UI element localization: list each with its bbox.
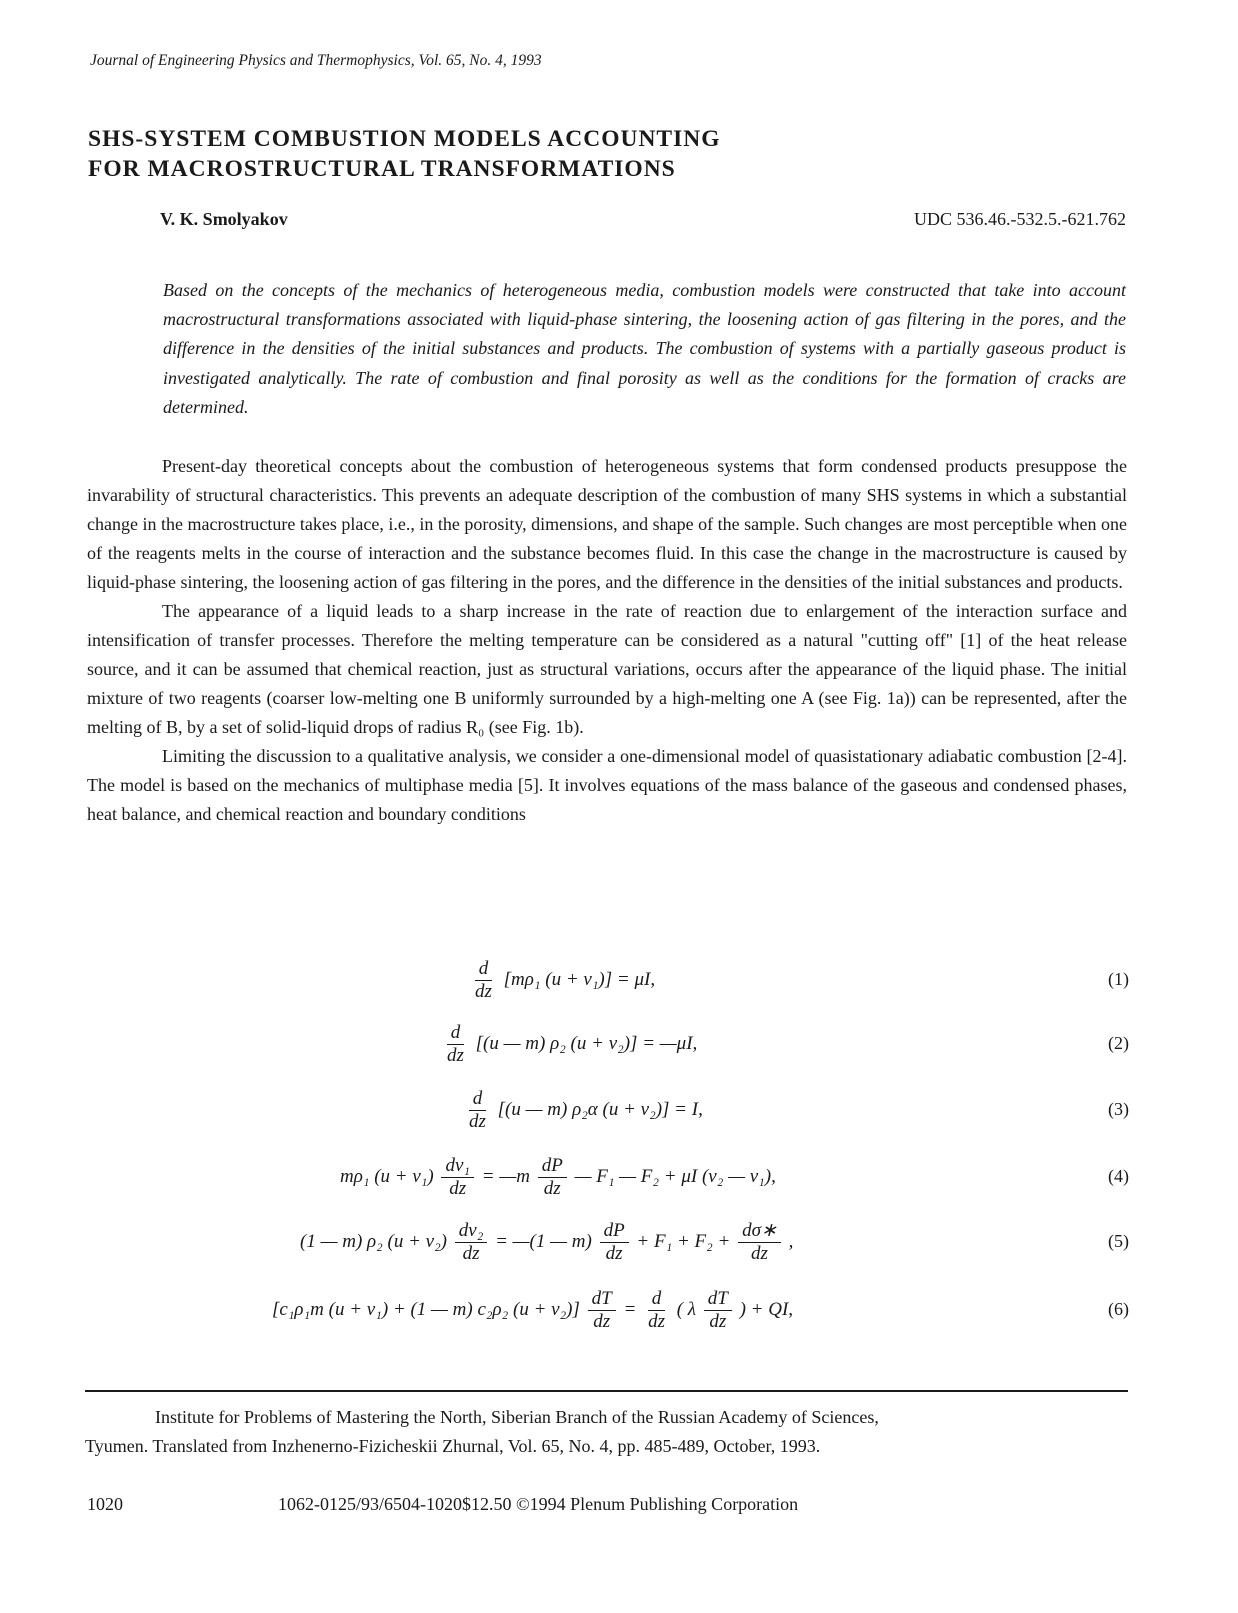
author: V. K. Smolyakov: [160, 209, 288, 229]
footnote-divider: [85, 1390, 1128, 1392]
title-line-1: SHS-SYSTEM COMBUSTION MODELS ACCOUNTING: [88, 126, 721, 152]
copyright-line: 1062-0125/93/6504-1020$12.50 ©1994 Plenum Publishing Corporation: [278, 1494, 799, 1514]
paragraph: Limiting the discussion to a qualitative analysis, we consider a one-dimensional model of quasistationary adiabatic combustion [2-4]. The model is based on the mechanics of multiphase media [5]. It involves equations of the mass balance of the gaseous and condensed phases, heat balance, and chemical reaction and boundary conditions: [87, 746, 1127, 824]
footnote-line-1: Institute for Problems of Mastering the North, Siberian Branch of the Russian Academy of Sciences,: [155, 1407, 879, 1427]
body-text: [87, 452, 1127, 829]
footnote-line-2: Tyumen. Translated from Inzhenerno-Fizicheskii Zhurnal, Vol. 65, No. 4, pp. 485-489, October, 1993.: [85, 1436, 821, 1456]
abstract: Based on the concepts of the mechanics of heterogeneous media, combustion models were constructed that take into account macrostructural transformations associated with liquid-phase sintering, the loosening action of gas filtering in the pores, and the difference in the densities of the initial substances and products. The combustion of systems with a partially gaseous product is investigated analytically. The rate of combustion and final porosity as well as the conditions for the formation of cracks are determined.: [163, 280, 1126, 417]
equation-number: (5): [1108, 1231, 1129, 1251]
equation-number: (6): [1108, 1299, 1129, 1319]
equation-5: (1 — m) ρ₂ (u + v₂) $\frac{\text{dv₂}}{dz}$ = —(1 — m) $\frac{dP}{dz}$ + F₁ + F₂ + $\frac{d\sigma∗}{dz}$ , (5): [300, 1220, 1129, 1264]
paper-title: [88, 124, 720, 184]
equation-4: mρ₁ (u + v₁) $\frac{\text{dv₁}}{dz}$ = —m $\frac{dP}{dz}$ — F₁ — F₂ + μI (v₂ — v₁), (4): [340, 1155, 1129, 1199]
udc-code: UDC 536.46.-532.5.-621.762: [914, 209, 1126, 229]
equation-3: $\frac{d}{dz}$ [(u — m) ρ₂α (u + v₂)] = I, (3): [469, 1088, 1129, 1132]
equation-number: (4): [1108, 1166, 1129, 1186]
equation-number: (2): [1108, 1033, 1129, 1053]
equation-2: $\frac{d}{dz}$ [(u — m) ρ₂ (u + v₂)] = —μI, (2): [447, 1022, 1129, 1066]
paragraph: The appearance of a liquid leads to a sharp increase in the rate of reaction due to enlargement of the interaction surface and intensification of transfer processes. Therefore the melting temperature can be considered as a natural "cutting off" [1] of the heat release source, and it can be assumed that chemical reaction, just as structural variations, occurs after the appearance of the liquid phase. The initial mixture of two reagents (coarser low-melting one B uniformly surrounded by a high-melting one A (see Fig. 1a)) can be represented, after the melting of B, by a set of solid-liquid drops of radius R₀ (see Fig. 1b).: [87, 601, 1127, 737]
equation-6: [c₁ρ₁m (u + v₁) + (1 — m) c₂ρ₂ (u + v₂)] $\frac{dT}{dz}$ = $\frac{d}{dz}$ ( λ $\frac{dT}{dz}$ ) + QI, (6): [272, 1288, 1129, 1332]
equation-number: (3): [1108, 1099, 1129, 1119]
page-number: 1020: [87, 1494, 123, 1514]
equation-1: $\frac{d}{dz}$ [mρ₁ (u + v₁)] = μI, (1): [475, 958, 1129, 1002]
journal-citation: Journal of Engineering Physics and Thermophysics, Vol. 65, No. 4, 1993: [90, 52, 542, 69]
footnote: [85, 1403, 1128, 1461]
title-line-2: FOR MACROSTRUCTURAL TRANSFORMATIONS: [88, 156, 676, 182]
equation-number: (1): [1108, 969, 1129, 989]
paragraph: Present-day theoretical concepts about the combustion of heterogeneous systems that form condensed products presuppose the invarability of structural characteristics. This prevents an adequate description of the combustion of many SHS systems in which a substantial change in the macrostructure takes place, i.e., in the porosity, dimensions, and shape of the sample. Such changes are most perceptible when one of the reagents melts in the course of interaction and the substance becomes fluid. In this case the change in the macrostructure is caused by liquid-phase sintering, the loosening action of gas filtering in the pores, and the difference in the densities of the initial substances and products.: [87, 456, 1128, 592]
